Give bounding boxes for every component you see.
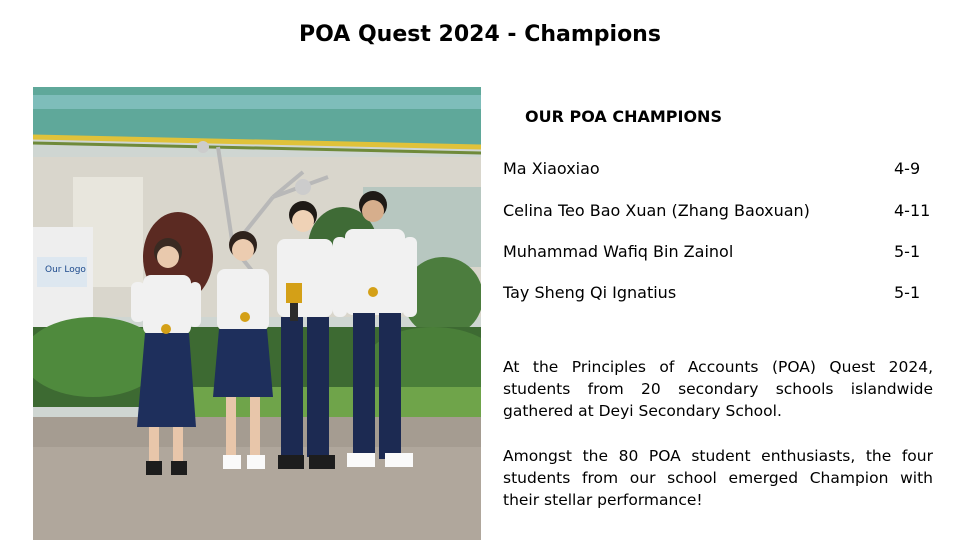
champion-class: 5-1: [894, 242, 921, 261]
description-paragraph: Amongst the 80 POA student enthusiasts, the four students from our school emerged Champion with their stellar performance!: [503, 447, 933, 509]
champion-class: 4-11: [894, 201, 931, 220]
slide-title: POA Quest 2024 - Champions: [299, 22, 661, 47]
champion-name: Ma Xiaoxiao: [503, 159, 600, 178]
champion-row: [503, 159, 933, 178]
champion-name: Celina Teo Bao Xuan (Zhang Baoxuan): [503, 201, 810, 220]
champion-row: [503, 242, 933, 261]
champion-class: 4-9: [894, 159, 921, 178]
champion-name: Tay Sheng Qi Ignatius: [503, 283, 677, 302]
champions-heading: OUR POA CHAMPIONS: [525, 107, 722, 126]
description-paragraph: At the Principles of Accounts (POA) Quest 2024, students from 20 secondary schools islandwide gathered at Deyi Secondary School.: [503, 358, 933, 420]
sign-text: Our Logo: [45, 265, 86, 275]
champion-row: [503, 283, 933, 302]
champion-row: [503, 201, 933, 220]
champion-name: Muhammad Wafiq Bin Zainol: [503, 242, 734, 261]
champion-class: 5-1: [894, 283, 921, 302]
champions-photo: [33, 87, 481, 540]
